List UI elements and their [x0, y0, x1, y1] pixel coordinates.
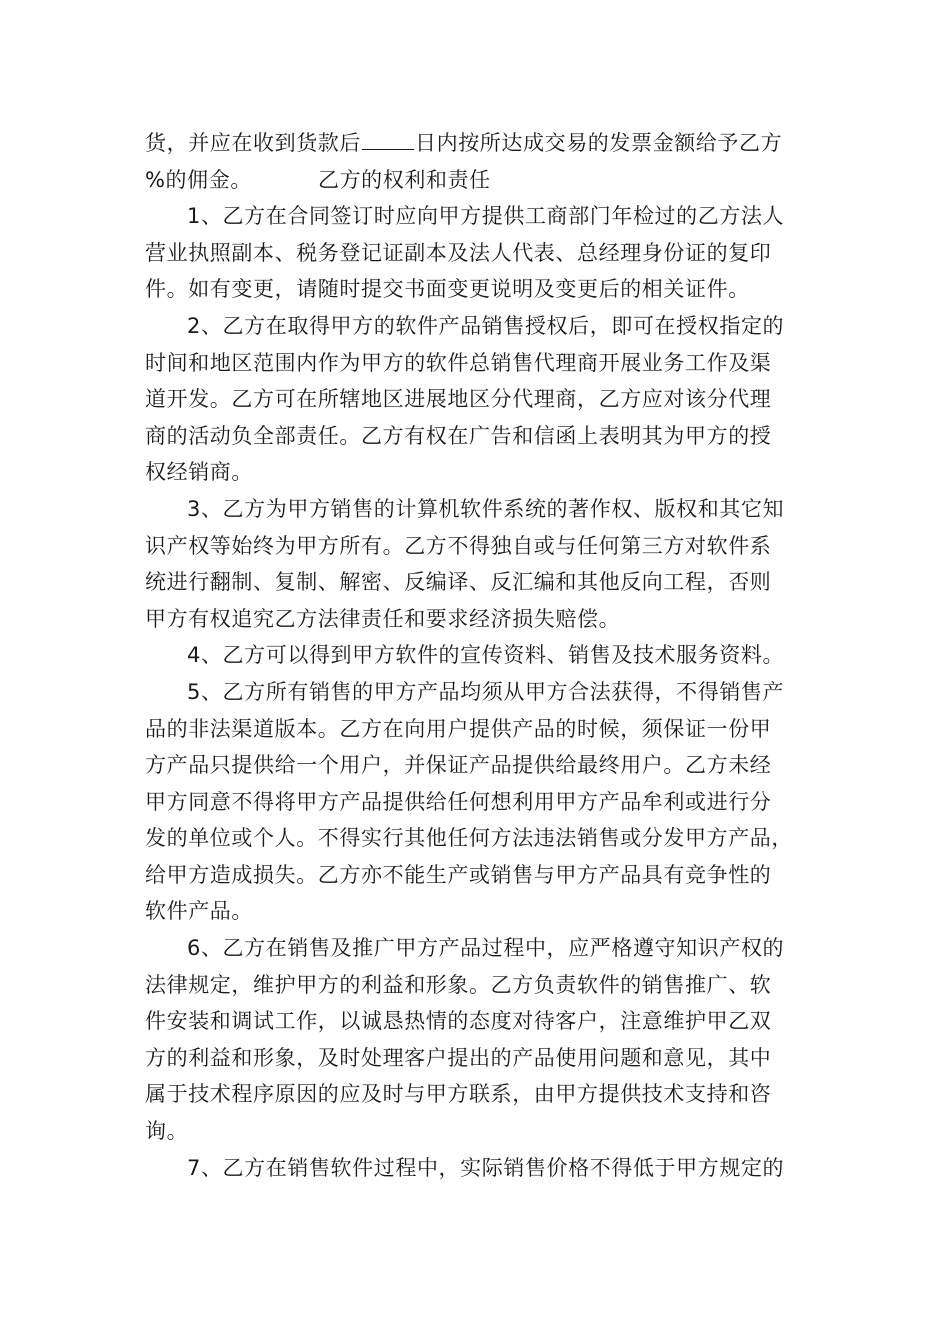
clause-line: 5、乙方所有销售的甲方产品均须从甲方合法获得，不得销售产: [187, 679, 785, 704]
clause-line: 2、乙方在取得甲方的软件产品销售授权后，即可在授权指定的: [187, 313, 785, 338]
clause-line: 件安装和调试工作，以诚恳热情的态度对待客户，注意维护甲乙双: [145, 1009, 772, 1034]
clause-line: 3、乙方为甲方销售的计算机软件系统的著作权、版权和其它知: [187, 496, 785, 521]
section-heading: 乙方的权利和责任: [317, 167, 491, 192]
clause-paragraph: [145, 674, 817, 930]
clause-line: 权经销商。: [145, 460, 253, 485]
clause-line: 件。如有变更，请随时提交书面变更说明及变更后的相关证件。: [145, 277, 750, 302]
clause-line: 方产品只提供给一个用户，并保证产品提供给最终用户。乙方未经: [145, 753, 772, 778]
clause-line: 6、乙方在销售及推广甲方产品过程中，应严格遵守知识产权的: [187, 936, 785, 961]
clause-line: 甲方同意不得将甲方产品提供给任何想利用甲方产品牟利或进行分: [145, 789, 772, 814]
clause-line: 品的非法渠道版本。乙方在向用户提供产品的时候，须保证一份甲: [145, 716, 772, 741]
clause-line: 4、乙方可以得到甲方软件的宣传资料、销售及技术服务资料。: [187, 643, 785, 668]
clause-line: 商的活动负全部责任。乙方有权在广告和信函上表明其为甲方的授: [145, 423, 772, 448]
clause-line: 软件产品。: [145, 899, 253, 924]
intro-text-before-blank: 货，并应在收到货款后: [145, 131, 361, 155]
clause-line: 甲方有权追究乙方法律责任和要求经济损失赔偿。: [145, 606, 621, 631]
clause-line: 1、乙方在合同签订时应向甲方提供工商部门年检过的乙方法人: [187, 204, 785, 229]
clause-line: 7、乙方在销售软件过程中，实际销售价格不得低于甲方规定的: [187, 1155, 785, 1180]
clause-line: 发的单位或个人。不得实行其他任何方法违法销售或分发甲方产品，: [145, 826, 793, 851]
intro-text-after-blank: 日内按所达成交易的发票金额给予乙方: [415, 131, 783, 155]
clause-paragraph: [145, 491, 817, 637]
clause-paragraph: [145, 308, 817, 491]
clause-line: 法律规定，维护甲方的利益和形象。乙方负责软件的销售推广、软: [145, 972, 772, 997]
clause-line: 识产权等始终为甲方所有。乙方不得独自或与任何第三方对软件系: [145, 533, 772, 558]
document-body: [145, 125, 817, 1186]
clause-line: 时间和地区范围内作为甲方的软件总销售代理商开展业务工作及渠: [145, 350, 772, 375]
clause-line: 统进行翻制、复制、解密、反编译、反汇编和其他反向工程，否则: [145, 570, 772, 595]
clause-list: [145, 198, 817, 1186]
clause-line: 给甲方造成损失。乙方亦不能生产或销售与甲方产品具有竞争性的: [145, 862, 772, 887]
clause-line: 属于技术程序原因的应及时与甲方联系，由甲方提供技术支持和咨: [145, 1082, 772, 1107]
clause-paragraph: [145, 198, 817, 308]
clause-paragraph: [145, 1150, 817, 1187]
clause-line: 营业执照副本、税务登记证副本及法人代表、总经理身份证的复印: [145, 240, 772, 265]
intro-line-1: [145, 125, 817, 162]
clause-paragraph: [145, 637, 817, 674]
fill-in-blank: [362, 131, 414, 150]
commission-text: %的佣金。: [145, 167, 252, 192]
clause-line: 询。: [145, 1119, 189, 1144]
intro-line-2: [145, 162, 817, 199]
clause-line: 方的利益和形象，及时处理客户提出的产品使用问题和意见，其中: [145, 1045, 772, 1070]
clause-paragraph: [145, 930, 817, 1150]
clause-line: 道开发。乙方可在所辖地区进展地区分代理商，乙方应对该分代理: [145, 387, 772, 412]
